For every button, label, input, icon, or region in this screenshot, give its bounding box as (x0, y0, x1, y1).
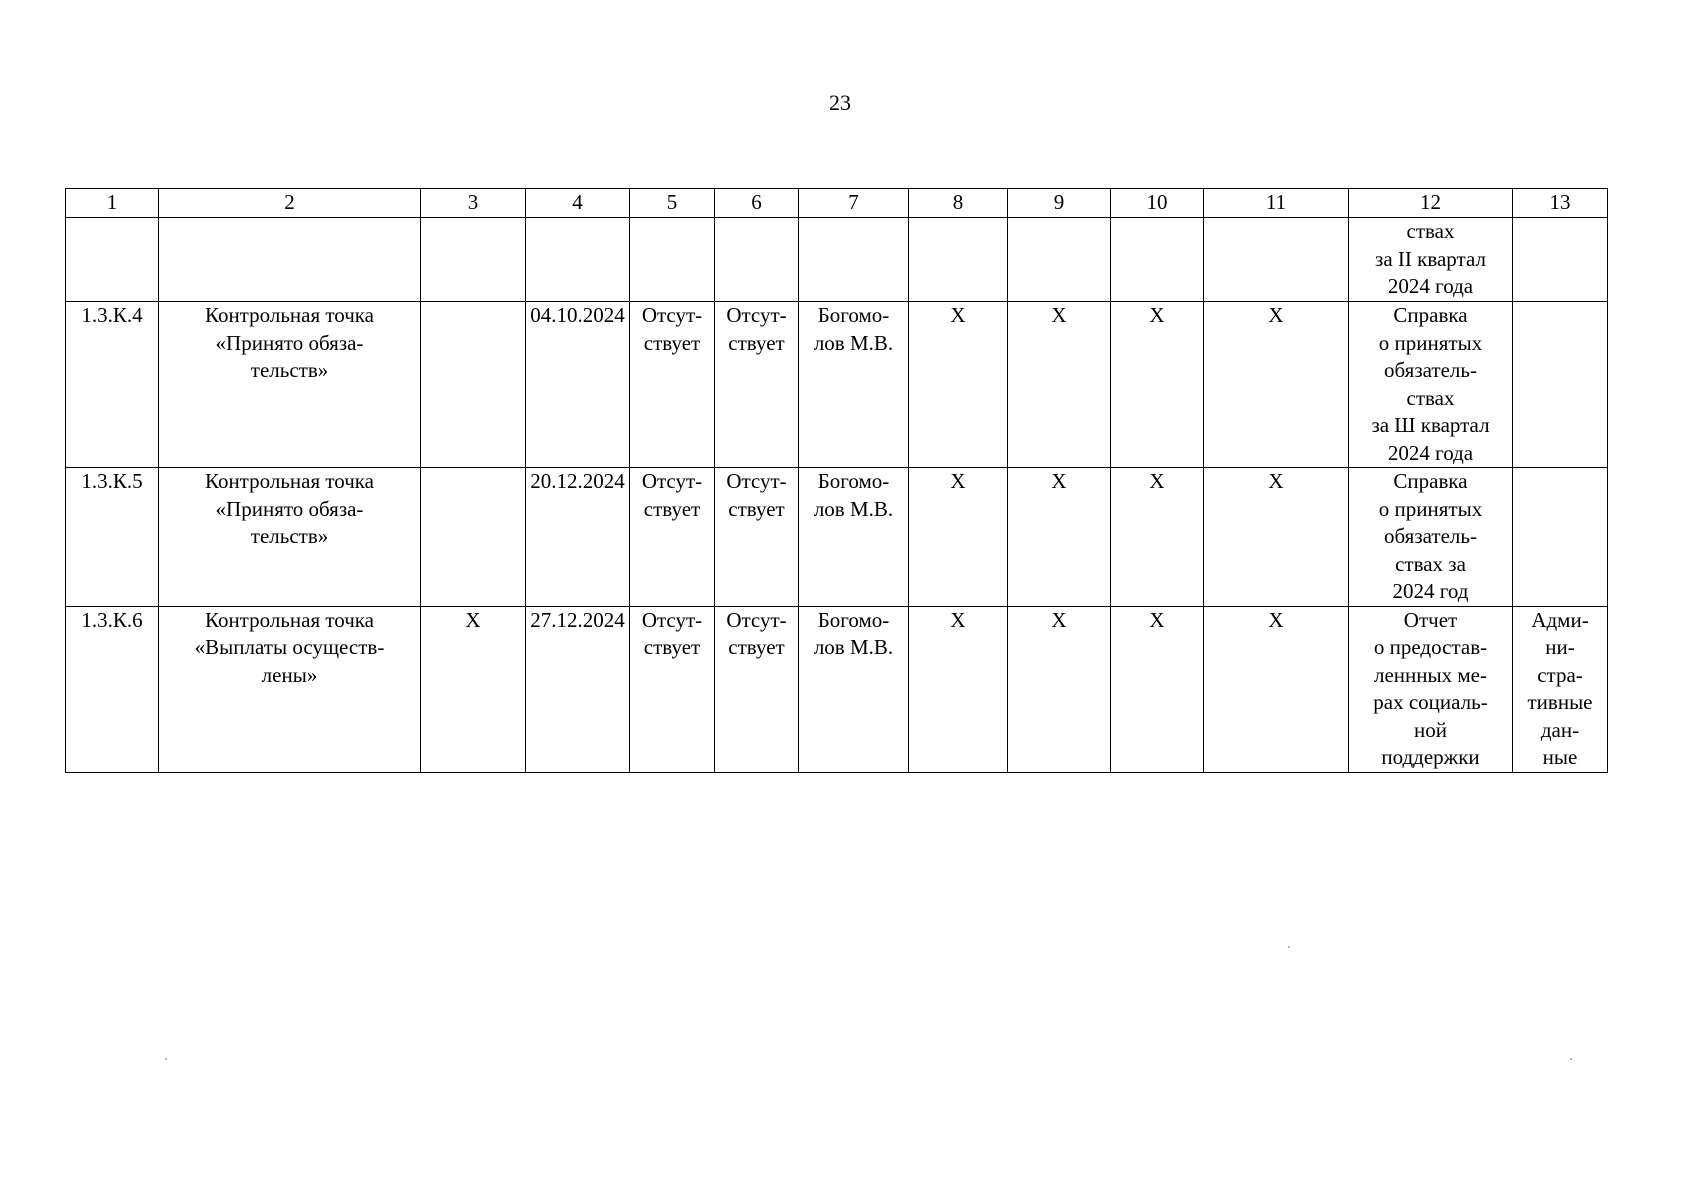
header-cell-3: 3 (421, 189, 526, 218)
col6-cell: Отсут- ствует (715, 468, 799, 607)
table-cell (526, 218, 630, 302)
header-cell-12: 12 (1349, 189, 1513, 218)
col10-cell: X (1111, 302, 1204, 468)
responsible-cell: Богомо- лов М.В. (799, 606, 909, 772)
continuation-row (66, 218, 1608, 302)
header-cell-9: 9 (1008, 189, 1111, 218)
document-cell: Справка о принятых обязатель- ствах за Ш квартал 2024 года (1349, 302, 1513, 468)
date-cell: 04.10.2024 (526, 302, 630, 468)
col6-cell: Отсут- ствует (715, 302, 799, 468)
header-cell-7: 7 (799, 189, 909, 218)
header-cell-11: 11 (1204, 189, 1349, 218)
col8-cell: X (909, 468, 1008, 607)
col10-cell: X (1111, 468, 1204, 607)
document-cell: ствах за II квартал 2024 года (1349, 218, 1513, 302)
col9-cell: X (1008, 468, 1111, 607)
row-name-cell: Контрольная точка «Принято обяза- тельств» (159, 302, 421, 468)
responsible-cell: Богомо- лов М.В. (799, 468, 909, 607)
table-cell (159, 218, 421, 302)
header-cell-8: 8 (909, 189, 1008, 218)
table-cell (799, 218, 909, 302)
table-cell (421, 218, 526, 302)
data-table (65, 188, 1608, 773)
col5-cell: Отсут- ствует (630, 606, 715, 772)
col8-cell: X (909, 606, 1008, 772)
scan-speck (1288, 946, 1290, 948)
date-cell: 27.12.2024 (526, 606, 630, 772)
table-row (66, 302, 1608, 468)
col13-cell (1513, 468, 1608, 607)
header-cell-6: 6 (715, 189, 799, 218)
table-cell (66, 218, 159, 302)
table-cell (630, 218, 715, 302)
col11-cell: X (1204, 606, 1349, 772)
table-cell (909, 218, 1008, 302)
header-cell-5: 5 (630, 189, 715, 218)
col10-cell: X (1111, 606, 1204, 772)
responsible-cell: Богомо- лов М.В. (799, 302, 909, 468)
col6-cell: Отсут- ствует (715, 606, 799, 772)
col3-cell (421, 468, 526, 607)
page-number: 23 (829, 90, 851, 115)
col11-cell: X (1204, 302, 1349, 468)
document-cell: Справка о принятых обязатель- ствах за 2024 год (1349, 468, 1513, 607)
date-cell: 20.12.2024 (526, 468, 630, 607)
col3-cell (421, 302, 526, 468)
row-name-cell: Контрольная точка «Выплаты осуществ- лены» (159, 606, 421, 772)
header-cell-2: 2 (159, 189, 421, 218)
col8-cell: X (909, 302, 1008, 468)
scan-speck (165, 1058, 167, 1060)
col5-cell: Отсут- ствует (630, 302, 715, 468)
col11-cell: X (1204, 468, 1349, 607)
table-cell (1008, 218, 1111, 302)
col13-cell (1513, 302, 1608, 468)
header-cell-10: 10 (1111, 189, 1204, 218)
header-cell-1: 1 (66, 189, 159, 218)
col9-cell: X (1008, 606, 1111, 772)
table-row (66, 606, 1608, 772)
table-cell (1513, 218, 1608, 302)
table-row (66, 468, 1608, 607)
table-cell (715, 218, 799, 302)
scan-speck (1570, 1058, 1572, 1060)
row-id-cell: 1.3.К.4 (66, 302, 159, 468)
header-cell-4: 4 (526, 189, 630, 218)
row-name-cell: Контрольная точка «Принято обяза- тельств» (159, 468, 421, 607)
col3-cell: X (421, 606, 526, 772)
row-id-cell: 1.3.К.6 (66, 606, 159, 772)
col5-cell: Отсут- ствует (630, 468, 715, 607)
col13-cell: Адми- ни- стра- тивные дан- ные (1513, 606, 1608, 772)
document-cell: Отчет о предостав- леннных ме- рах социаль- ной поддержки (1349, 606, 1513, 772)
row-id-cell: 1.3.К.5 (66, 468, 159, 607)
table-cell (1204, 218, 1349, 302)
table-cell (1111, 218, 1204, 302)
col9-cell: X (1008, 302, 1111, 468)
header-row (66, 189, 1608, 218)
header-cell-13: 13 (1513, 189, 1608, 218)
